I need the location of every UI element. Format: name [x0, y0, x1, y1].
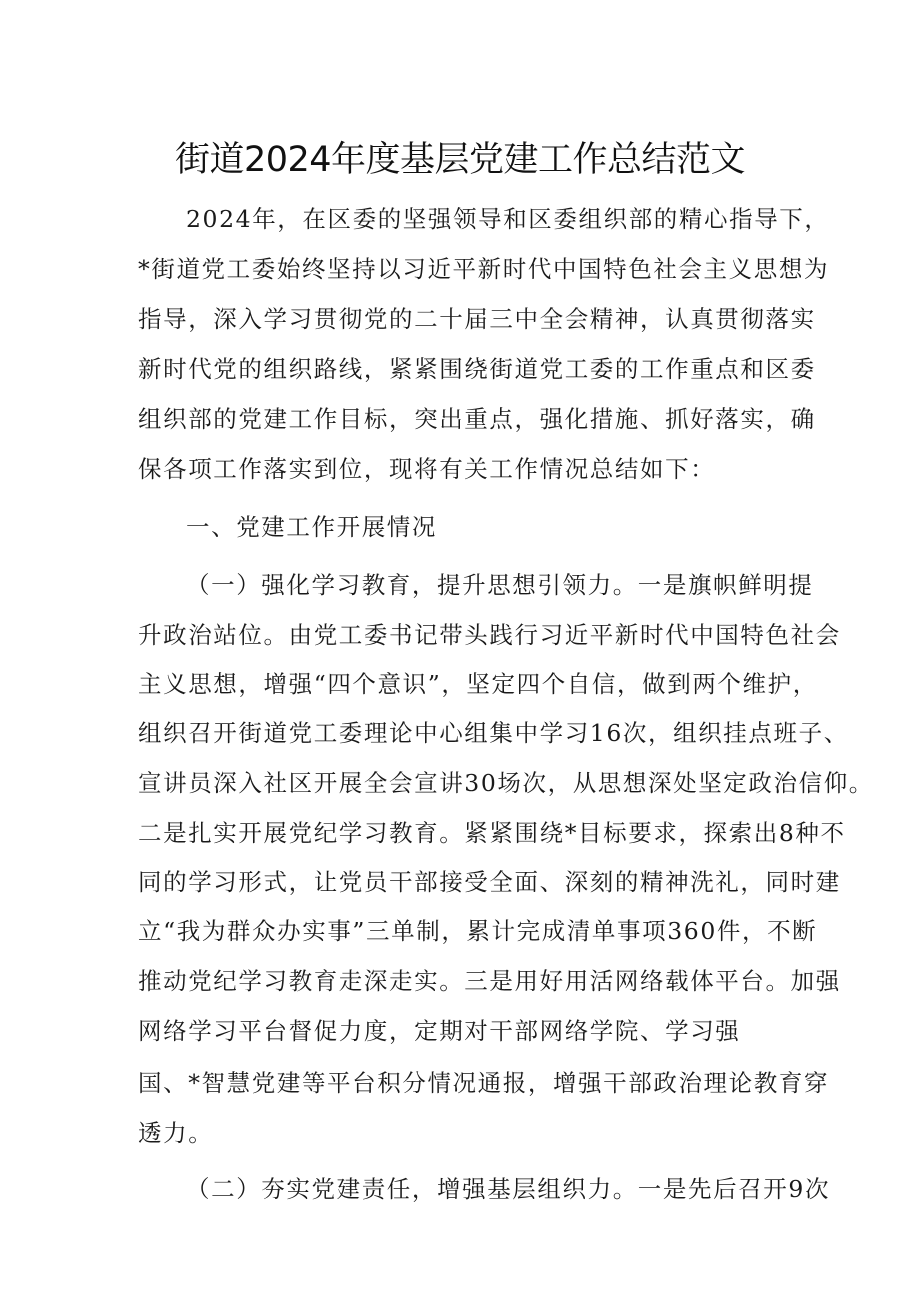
body-line: 国、*智慧党建等平台积分情况通报，增强干部政治理论教育穿	[138, 1069, 830, 1097]
body-line: 组织召开街道党工委理论中心组集中学习16次，组织挂点班子、	[138, 719, 849, 747]
body-line: 主义思想，增强“四个意识”，坚定四个自信，做到两个维护，	[138, 670, 818, 698]
body-line: 网络学习平台督促力度，定期对干部网络学院、学习强	[138, 1017, 741, 1045]
intro-line: 指导，深入学习贯彻党的二十届三中全会精神，认真贯彻落实	[138, 305, 816, 333]
body-line: 同的学习形式，让党员干部接受全面、深刻的精神洗礼，同时建	[138, 868, 841, 896]
body-line: 推动党纪学习教育走深走实。三是用好用活网络载体平台。加强	[138, 967, 841, 995]
body-line: 二是扎实开展党纪学习教育。紧紧围绕*目标要求，探索出8种不	[138, 819, 846, 847]
body-line: 升政治站位。由党工委书记带头践行习近平新时代中国特色社会	[138, 621, 841, 649]
body-line: （二）夯实党建责任，增强基层组织力。一是先后召开9次	[186, 1175, 831, 1203]
section-heading: 一、党建工作开展情况	[186, 513, 437, 541]
intro-line: 2024年，在区委的坚强领导和区委组织部的精心指导下，	[186, 205, 830, 233]
intro-line: 新时代党的组织路线，紧紧围绕街道党工委的工作重点和区委	[138, 355, 816, 383]
body-line: 宣讲员深入社区开展全会宣讲30场次，从思想深处坚定政治信仰。	[138, 769, 874, 797]
body-line: 立“我为群众办实事”三单制，累计完成清单事项360件，不断	[138, 917, 818, 945]
intro-line: *街道党工委始终坚持以习近平新时代中国特色社会主义思想为	[138, 255, 830, 283]
body-line: 透力。	[138, 1119, 214, 1147]
intro-line: 保各项工作落实到位，现将有关工作情况总结如下：	[138, 455, 716, 483]
document-title: 街道2024年度基层党建工作总结范文	[174, 140, 746, 180]
intro-line: 组织部的党建工作目标，突出重点，强化措施、抓好落实，确	[138, 405, 816, 433]
body-line: （一）强化学习教育，提升思想引领力。一是旗帜鲜明提	[186, 571, 814, 599]
